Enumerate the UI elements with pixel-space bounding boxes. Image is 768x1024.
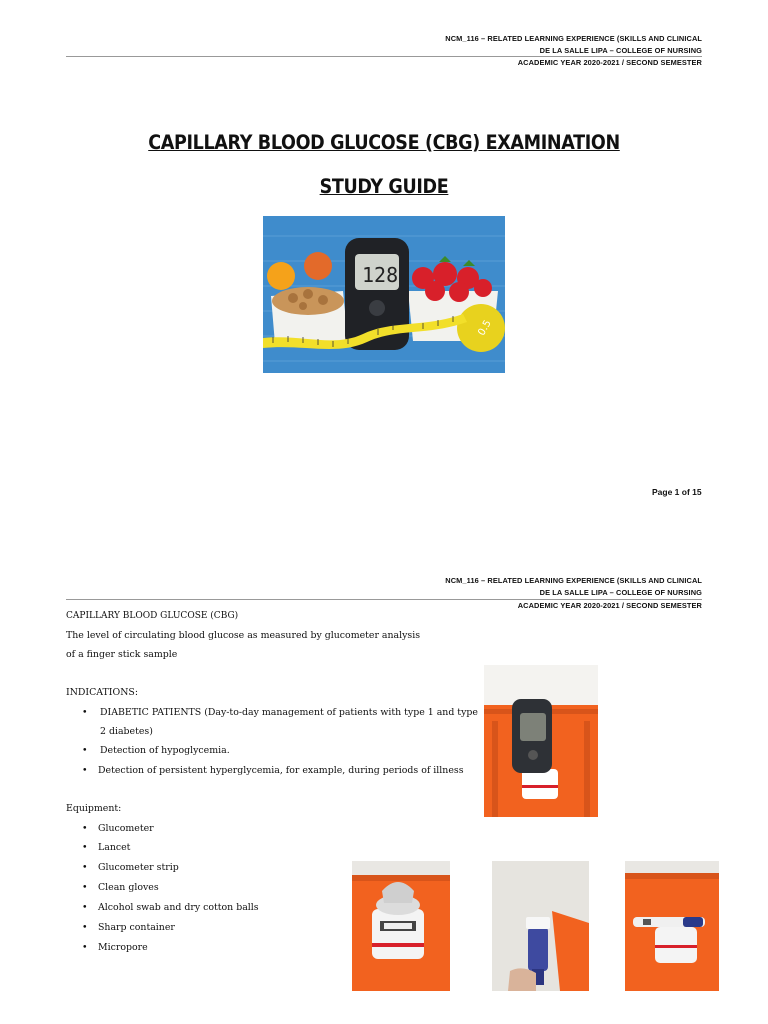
definition-line-1: The level of circulating blood glucose as measured by glucometer analysis bbox=[66, 630, 421, 641]
glucometer-photo-illustration bbox=[484, 665, 598, 817]
lancet-photo bbox=[492, 861, 589, 991]
equipment-item: Sharp container bbox=[98, 922, 175, 933]
indication-item: Detection of hypoglycemia. bbox=[100, 745, 230, 756]
definition-line-2: of a finger stick sample bbox=[66, 649, 178, 660]
dumbbell-label: 0.5 bbox=[476, 318, 494, 338]
lancet-illustration bbox=[492, 861, 589, 991]
equipment-heading: Equipment: bbox=[66, 803, 122, 814]
page-number: Page 1 of 15 bbox=[652, 487, 702, 497]
hero-image-glucometer-fruits bbox=[263, 216, 505, 373]
equipment-item: Glucometer strip bbox=[98, 862, 179, 873]
glucometer-photo bbox=[484, 665, 598, 817]
bullet-dot: • bbox=[82, 862, 88, 873]
meter-reading: 128 bbox=[362, 263, 399, 287]
header-line-3: ACADEMIC YEAR 2020-2021 / SECOND SEMESTER bbox=[517, 58, 702, 67]
equipment-item: Alcohol swab and dry cotton balls bbox=[98, 902, 259, 913]
equipment-item: Micropore bbox=[98, 942, 148, 953]
document-subtitle: STUDY GUIDE bbox=[319, 175, 449, 198]
lancing-device-photo bbox=[625, 861, 719, 991]
indication-item: Detection of persistent hyperglycemia, for example, during periods of illness bbox=[98, 765, 464, 776]
equipment-item: Clean gloves bbox=[98, 882, 159, 893]
bullet-dot: • bbox=[82, 745, 88, 756]
page-header bbox=[445, 575, 702, 598]
indications-heading: INDICATIONS: bbox=[66, 687, 138, 698]
bullet-dot: • bbox=[82, 902, 88, 913]
document-page-2 bbox=[0, 560, 768, 1024]
lancing-device-illustration bbox=[625, 861, 719, 991]
bullet-dot: • bbox=[82, 842, 88, 853]
bullet-dot: • bbox=[82, 922, 88, 933]
header-line-3-wrap bbox=[518, 600, 702, 612]
header-line-3: ACADEMIC YEAR 2020-2021 / SECOND SEMESTER bbox=[517, 601, 702, 610]
header-line-1: NCM_116 – RELATED LEARNING EXPERIENCE (SKILLS AND CLINICAL bbox=[445, 576, 702, 585]
bullet-dot: • bbox=[82, 942, 88, 953]
header-line-3-wrap bbox=[518, 57, 702, 69]
bullet-dot: • bbox=[82, 765, 88, 776]
page-header bbox=[445, 33, 702, 56]
header-line-1: NCM_116 – RELATED LEARNING EXPERIENCE (SKILLS AND CLINICAL bbox=[445, 34, 702, 43]
strip-container-illustration bbox=[352, 861, 450, 991]
bullet-dot: • bbox=[82, 823, 88, 834]
equipment-item: Lancet bbox=[98, 842, 131, 853]
indication-item-continued: 2 diabetes) bbox=[100, 726, 153, 737]
document-title: CAPILLARY BLOOD GLUCOSE (CBG) EXAMINATION bbox=[148, 131, 620, 154]
header-line-2: DE LA SALLE LIPA – COLLEGE OF NURSING bbox=[539, 587, 702, 597]
strip-container-photo bbox=[352, 861, 450, 991]
bullet-dot: • bbox=[82, 882, 88, 893]
indication-item: DIABETIC PATIENTS (Day-to-day management of patients with type 1 and type bbox=[100, 707, 478, 718]
equipment-item: Glucometer bbox=[98, 823, 154, 834]
hero-illustration bbox=[263, 216, 505, 373]
bullet-dot: • bbox=[82, 707, 88, 718]
header-line-2: DE LA SALLE LIPA – COLLEGE OF NURSING bbox=[539, 45, 702, 55]
section-title: CAPILLARY BLOOD GLUCOSE (CBG) bbox=[66, 611, 239, 621]
